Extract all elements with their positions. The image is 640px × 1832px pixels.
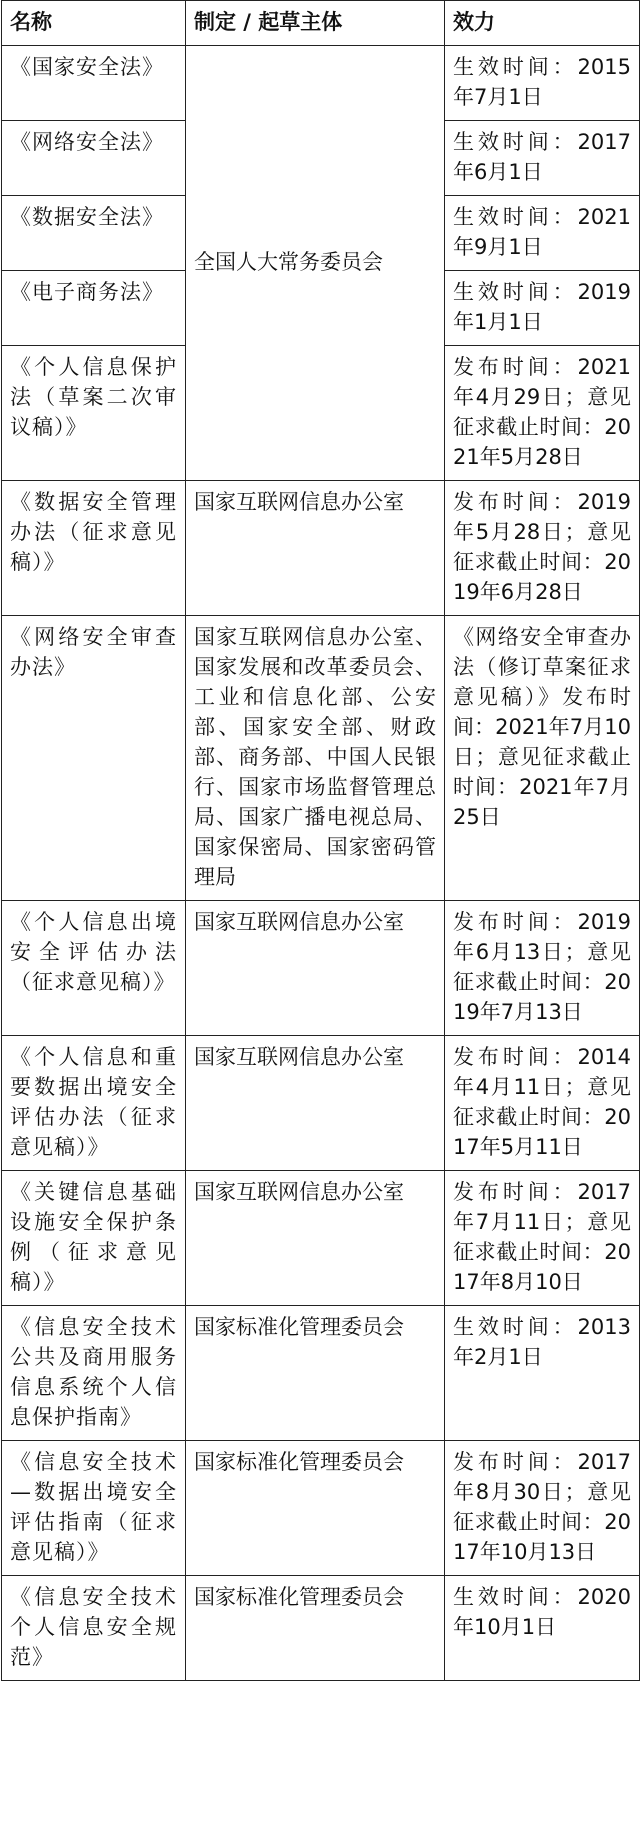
regulation-name: 《电子商务法》	[2, 271, 186, 346]
regulation-effect: 生效时间：2019年1月1日	[445, 271, 640, 346]
regulation-issuer: 国家标准化管理委员会	[186, 1576, 445, 1681]
table-row	[2, 1441, 640, 1576]
regulations-table	[1, 0, 640, 1681]
regulation-issuer: 国家互联网信息办公室	[186, 901, 445, 1036]
regulation-effect: 发布时间：2019年5月28日；意见征求截止时间：2019年6月28日	[445, 481, 640, 616]
regulation-issuer: 全国人大常务委员会	[186, 46, 445, 481]
table-row	[2, 46, 640, 121]
regulation-name: 《网络安全法》	[2, 121, 186, 196]
table-row	[2, 1306, 640, 1441]
table-row	[2, 1576, 640, 1681]
regulation-effect: 生效时间：2017年6月1日	[445, 121, 640, 196]
regulation-name: 《信息安全技术 公共及商用服务信息系统个人信息保护指南》	[2, 1306, 186, 1441]
header-issuer: 制定 / 起草主体	[186, 1, 445, 46]
regulation-name: 《个人信息和重要数据出境安全评估办法（征求意见稿）》	[2, 1036, 186, 1171]
regulation-issuer: 国家互联网信息办公室、国家发展和改革委员会、工业和信息化部、公安部、国家安全部、财政部、商务部、中国人民银行、国家市场监督管理总局、国家广播电视总局、国家保密局、国家密码管理局	[186, 616, 445, 901]
header-effect: 效力	[445, 1, 640, 46]
regulation-effect: 发布时间：2021年4月29日；意见征求截止时间：2021年5月28日	[445, 346, 640, 481]
table-row	[2, 901, 640, 1036]
table-row	[2, 481, 640, 616]
regulation-name: 《国家安全法》	[2, 46, 186, 121]
regulation-name: 《个人信息保护法（草案二次审议稿）》	[2, 346, 186, 481]
regulation-effect: 生效时间：2021年9月1日	[445, 196, 640, 271]
regulation-name: 《关键信息基础设施安全保护条例（征求意见稿）》	[2, 1171, 186, 1306]
regulation-name: 《数据安全管理办法（征求意见稿）》	[2, 481, 186, 616]
regulation-name: 《网络安全审查办法》	[2, 616, 186, 901]
regulation-effect: 生效时间：2015年7月1日	[445, 46, 640, 121]
regulation-name: 《信息安全技术 个人信息安全规范》	[2, 1576, 186, 1681]
table-header-row	[2, 1, 640, 46]
regulation-effect: 发布时间：2017年8月30日；意见征求截止时间：2017年10月13日	[445, 1441, 640, 1576]
regulation-name: 《信息安全技术—数据出境安全评估指南（征求意见稿）》	[2, 1441, 186, 1576]
regulation-issuer: 国家标准化管理委员会	[186, 1441, 445, 1576]
table-row	[2, 616, 640, 901]
regulation-effect: 《网络安全审查办法（修订草案征求意见稿）》发布时间：2021年7月10日；意见征求截止时间：2021年7月25日	[445, 616, 640, 901]
regulation-effect: 生效时间：2013年2月1日	[445, 1306, 640, 1441]
regulation-effect: 发布时间：2019年6月13日；意见征求截止时间：2019年7月13日	[445, 901, 640, 1036]
regulation-issuer: 国家互联网信息办公室	[186, 1171, 445, 1306]
regulation-issuer: 国家标准化管理委员会	[186, 1306, 445, 1441]
regulation-issuer: 国家互联网信息办公室	[186, 1036, 445, 1171]
table-row	[2, 1171, 640, 1306]
regulation-effect: 生效时间：2020年10月1日	[445, 1576, 640, 1681]
regulation-name: 《数据安全法》	[2, 196, 186, 271]
regulation-name: 《个人信息出境安全评估办法（征求意见稿）》	[2, 901, 186, 1036]
regulation-effect: 发布时间：2014年4月11日；意见征求截止时间：2017年5月11日	[445, 1036, 640, 1171]
table-row	[2, 1036, 640, 1171]
regulation-issuer: 国家互联网信息办公室	[186, 481, 445, 616]
regulation-effect: 发布时间：2017年7月11日；意见征求截止时间：2017年8月10日	[445, 1171, 640, 1306]
header-name: 名称	[2, 1, 186, 46]
